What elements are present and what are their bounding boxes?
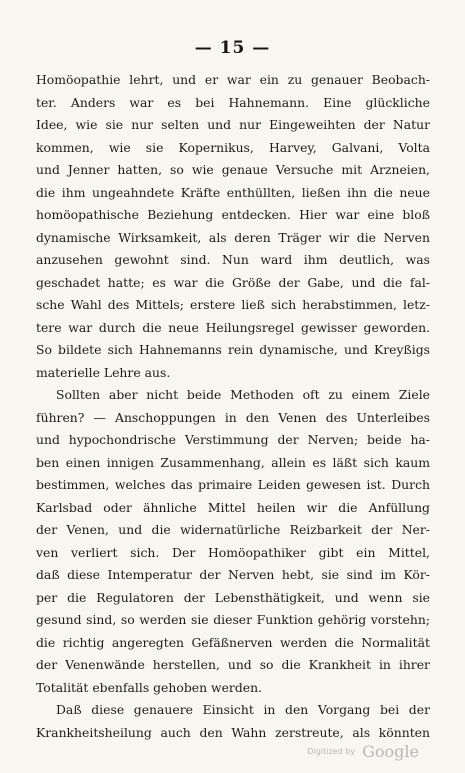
text-line: tere war durch die neue Heilungsregel gewisser geworden.	[36, 319, 430, 335]
text-line: homöopathische Beziehung entdecken. Hier war eine bloß	[36, 207, 430, 222]
text-line: Daß diese genauere Einsicht in den Vorgang bei der	[56, 702, 430, 717]
watermark-prefix: Digitized by	[307, 747, 356, 756]
text-line: geschadet hatte; es war die Größe der Gabe, und die fal-	[36, 274, 430, 290]
text-line: sche Wahl des Mittels; erstere ließ sich herabstimmen, letz-	[36, 297, 430, 312]
text-line: Idee, wie sie nur selten und nur Eingeweihten der Natur	[36, 117, 430, 132]
text-line: Totalität ebenfalls gehoben werden.	[36, 679, 263, 695]
google-logo: Google	[362, 742, 419, 761]
text-line: die ihm ungeahndete Kräfte enthüllten, ließen ihn die neue	[36, 184, 430, 200]
text-line: der Venen, und die widernatürliche Reizbarkeit der Ner-	[36, 522, 430, 537]
text-line: Homöopathie lehrt, und er war ein zu genauer Beobach-	[36, 72, 430, 87]
text-line: kommen, wie sie Kopernikus, Harvey, Galvani, Volta	[36, 139, 430, 155]
text-line: ter. Anders war es bei Hahnemann. Eine glückliche	[36, 94, 430, 110]
text-line: per die Regulatoren der Lebensthätigkeit, und wenn sie	[36, 589, 430, 605]
page-number: — 15 —	[194, 38, 271, 58]
text-line: dynamische Wirksamkeit, als deren Träger wir die Nerven	[36, 229, 430, 245]
text-line: Sollten aber nicht beide Methoden oft zu einem Ziele	[56, 387, 430, 402]
text-line: ven verliert sich. Der Homöopathiker gibt ein Mittel,	[36, 544, 430, 560]
text-line: materielle Lehre aus.	[36, 364, 171, 380]
text-line: anzusehen gewohnt sind. Nun ward ihm deutlich, was	[36, 252, 430, 267]
text-line: daß diese Intemperatur der Nerven hebt, sie sind im Kör-	[36, 567, 430, 582]
text-line: bestimmen, welches das primaire Leiden gewesen ist. Durch	[36, 477, 430, 492]
text-line: und Jenner hatten, so wie genaue Versuche mit Arzneien,	[36, 162, 430, 177]
text-line: der Venenwände herstellen, und so die Krankheit in ihrer	[36, 657, 430, 672]
text-line: Karlsbad oder ähnliche Mittel heilen wir die Anfüllung	[36, 499, 430, 515]
digitized-watermark	[307, 741, 419, 761]
text-line: Krankheitsheilung auch den Wahn zerstreute, als könnten	[36, 724, 430, 740]
text-line: die richtig angeregten Gefäßnerven werden die Normalität	[36, 634, 430, 650]
text-line: führen? — Anschoppungen in den Venen des Unterleibes	[36, 409, 430, 425]
text-line: gesund sind, so werden sie dieser Funktion gehörig vorstehn;	[36, 612, 430, 627]
text-line: ben einen innigen Zusammenhang, allein es läßt sich kaum	[36, 454, 430, 470]
text-line: So bildete sich Hahnemanns rein dynamische, und Kreyßigs	[36, 342, 430, 357]
text-line: und hypochondrische Verstimmung der Nerven; beide ha-	[36, 432, 430, 447]
